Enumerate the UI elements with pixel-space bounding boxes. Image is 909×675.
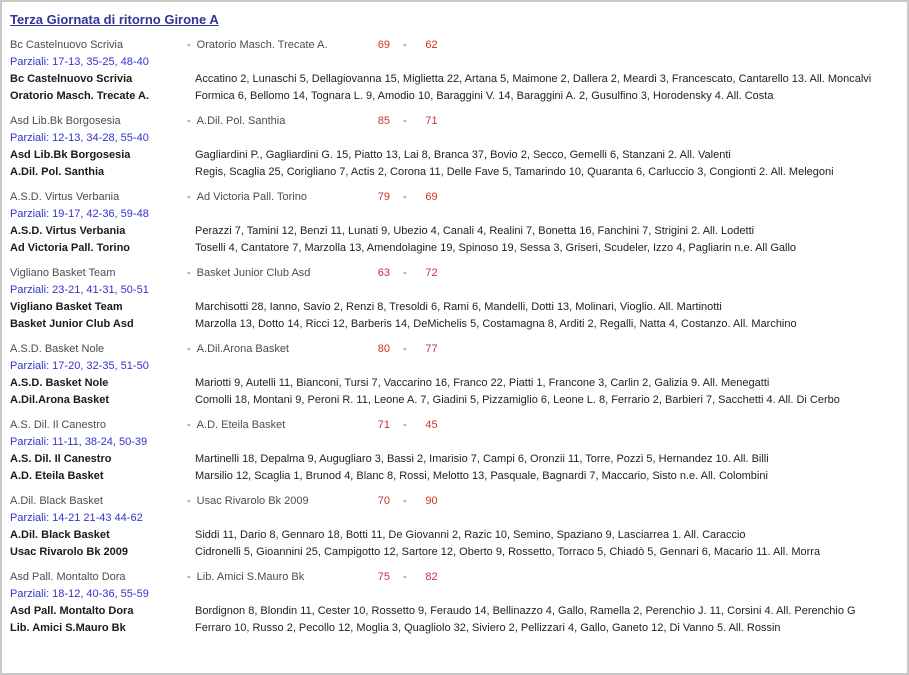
home-players-list: Gagliardini P., Gagliardini G. 15, Piatto 13, Lai 8, Branca 37, Bovio 2, Secco, Gemelli 6, Stanzani 2. All. Valenti — [195, 149, 731, 161]
home-scorers-row — [10, 223, 907, 240]
away-players-list: Formica 6, Bellomo 14, Tognara L. 9, Amodio 10, Baraggini V. 14, Baraggini A. 2, Gusulfino 3, Horodensky 4. All. Costa — [195, 90, 774, 102]
game-header-row — [10, 341, 907, 358]
home-score: 79 — [377, 191, 390, 203]
away-team-name-bold: Oratorio Masch. Trecate A. — [10, 90, 149, 102]
final-score — [372, 37, 438, 54]
final-score — [372, 341, 438, 358]
home-team-name: A.S.D. Virtus Verbania — [10, 191, 120, 203]
team-separator: - — [187, 115, 191, 127]
home-team-name: Asd Lib.Bk Borgosesia — [10, 115, 121, 127]
game-result — [10, 569, 907, 637]
final-score — [372, 113, 438, 130]
away-team-wrap — [187, 493, 372, 510]
score-separator: - — [403, 191, 407, 203]
home-team-name-bold: A.S.D. Basket Nole — [10, 377, 109, 389]
away-scorers-row — [10, 88, 907, 105]
game-result — [10, 493, 907, 561]
partial-scores: Parziali: 17-13, 35-25, 48-40 — [10, 56, 149, 68]
team-separator: - — [187, 191, 191, 203]
away-team-wrap — [187, 341, 372, 358]
away-team-name: Basket Junior Club Asd — [196, 267, 311, 279]
home-team-name: A.Dil. Black Basket — [10, 495, 103, 507]
home-players-list: Marchisotti 28, Ianno, Savio 2, Renzi 8, Tresoldi 6, Rami 6, Mandelli, Dotti 13, Molinari, Vioglio. All. Martinotti — [195, 301, 722, 313]
score-separator: - — [403, 343, 407, 355]
home-score: 75 — [377, 571, 390, 583]
away-scorers-row — [10, 164, 907, 181]
home-scorers-row — [10, 299, 907, 316]
away-scorers-row — [10, 468, 907, 485]
home-scorers-row — [10, 603, 907, 620]
home-scorers-row — [10, 147, 907, 164]
away-scorers-row — [10, 620, 907, 637]
away-scorers-row — [10, 240, 907, 257]
partial-scores: Parziali: 19-17, 42-36, 59-48 — [10, 208, 149, 220]
home-players-list: Bordignon 8, Blondin 11, Cester 10, Rossetto 9, Feraudo 14, Bellinazzo 4, Gallo, Ramella 2, Perenchio J. 11, Corsini 4. All. Perenchio G — [195, 605, 856, 617]
away-score: 82 — [425, 571, 438, 583]
away-scorers-row — [10, 544, 907, 561]
final-score — [372, 417, 438, 434]
score-separator: - — [403, 39, 407, 51]
home-team-name-bold: A.S. Dil. Il Canestro — [10, 453, 112, 465]
partial-scores: Parziali: 18-12, 40-36, 55-59 — [10, 588, 149, 600]
away-team-name-bold: A.D. Eteila Basket — [10, 470, 104, 482]
game-result — [10, 37, 907, 105]
away-team-wrap — [187, 417, 372, 434]
away-team-name-bold: Usac Rivarolo Bk 2009 — [10, 546, 129, 558]
home-players-list: Accatino 2, Lunaschi 5, Dellagiovanna 15, Miglietta 22, Artana 5, Maimone 2, Dallera 2, Meardi 3, Francescato, Cantarello 13. All. Moncalvi — [195, 73, 872, 85]
game-header-row — [10, 37, 907, 54]
away-team-wrap — [187, 189, 372, 206]
away-scorers-row — [10, 316, 907, 333]
home-scorers-row — [10, 375, 907, 392]
away-team-wrap — [187, 569, 372, 586]
away-team-name-bold: Ad Victoria Pall. Torino — [10, 242, 131, 254]
home-players-list: Mariotti 9, Autelli 11, Bianconi, Tursi 7, Vaccarino 16, Franco 22, Piatti 1, Francone 3, Carlin 2, Galizia 9. All. Menegatti — [195, 377, 770, 389]
away-team-name: Lib. Amici S.Mauro Bk — [196, 571, 305, 583]
partial-scores: Parziali: 23-21, 41-31, 50-51 — [10, 284, 149, 296]
home-players-list: Siddi 11, Dario 8, Gennaro 18, Botti 11, De Giovanni 2, Razic 10, Semino, Spaziano 9, Lasciarrea 1. All. Caraccio — [195, 529, 746, 541]
home-team-name: Vigliano Basket Team — [10, 267, 116, 279]
home-team-name-bold: Asd Pall. Montalto Dora — [10, 605, 134, 617]
game-header-row — [10, 493, 907, 510]
home-team-name: Bc Castelnuovo Scrivia — [10, 39, 124, 51]
away-team-name-bold: Basket Junior Club Asd — [10, 318, 134, 330]
home-team-name: A.S.D. Basket Nole — [10, 343, 105, 355]
away-players-list: Ferraro 10, Russo 2, Pecollo 12, Moglia 3, Quagliolo 32, Siviero 2, Pellizzari 4, Gallo, Ganeto 12, Di Vanno 5. All. Rossin — [195, 622, 781, 634]
game-result — [10, 265, 907, 333]
final-score — [372, 569, 438, 586]
game-result — [10, 417, 907, 485]
home-score: 80 — [377, 343, 390, 355]
home-team-name-bold: Asd Lib.Bk Borgosesia — [10, 149, 131, 161]
game-result — [10, 113, 907, 181]
partial-scores: Parziali: 17-20, 32-35, 51-50 — [10, 360, 149, 372]
game-header-row — [10, 189, 907, 206]
game-header-row — [10, 113, 907, 130]
away-score: 77 — [425, 343, 438, 355]
final-score — [372, 189, 438, 206]
away-team-name: A.D. Eteila Basket — [196, 419, 286, 431]
home-team-name: Asd Pall. Montalto Dora — [10, 571, 126, 583]
team-separator: - — [187, 419, 191, 431]
away-score: 72 — [425, 267, 438, 279]
home-team-name-bold: A.S.D. Virtus Verbania — [10, 225, 126, 237]
partial-scores: Parziali: 12-13, 34-28, 55-40 — [10, 132, 149, 144]
away-team-name-bold: Lib. Amici S.Mauro Bk — [10, 622, 126, 634]
score-separator: - — [403, 267, 407, 279]
away-players-list: Comolli 18, Montani 9, Peroni R. 11, Leone A. 7, Giadini 5, Pizzamiglio 6, Leone L. 8, Ferrario 2, Barbieri 7, Sacchetti 4. All. Di Cerbo — [195, 394, 840, 406]
team-separator: - — [187, 39, 191, 51]
home-score: 70 — [377, 495, 390, 507]
home-scorers-row — [10, 527, 907, 544]
away-score: 90 — [425, 495, 438, 507]
away-team-wrap — [187, 37, 372, 54]
home-team-name-bold: A.Dil. Black Basket — [10, 529, 110, 541]
away-team-name: Usac Rivarolo Bk 2009 — [196, 495, 309, 507]
game-header-row — [10, 569, 907, 586]
partial-scores: Parziali: 14-21 21-43 44-62 — [10, 512, 143, 524]
round-title-link[interactable]: Terza Giornata di ritorno Girone A — [10, 12, 219, 27]
away-team-wrap — [187, 113, 372, 130]
partial-scores: Parziali: 11-11, 38-24, 50-39 — [10, 436, 148, 448]
game-result — [10, 189, 907, 257]
game-header-row — [10, 265, 907, 282]
home-score: 85 — [377, 115, 390, 127]
away-score: 62 — [425, 39, 438, 51]
score-separator: - — [403, 115, 407, 127]
home-players-list: Perazzi 7, Tamini 12, Benzi 11, Lunati 9, Ubezio 4, Canali 4, Realini 7, Bonetta 16, Fanchini 7, Strigini 2. All. Lodetti — [195, 225, 755, 237]
home-team-name-bold: Bc Castelnuovo Scrivia — [10, 73, 133, 85]
score-separator: - — [403, 495, 407, 507]
team-separator: - — [187, 343, 191, 355]
away-players-list: Marzolla 13, Dotto 14, Ricci 12, Barberis 14, DeMichelis 5, Costamagna 8, Arditi 2, Regalli, Natta 4, Costanzo. All. Marchino — [195, 318, 797, 330]
home-team-name-bold: Vigliano Basket Team — [10, 301, 123, 313]
home-score: 63 — [377, 267, 390, 279]
game-header-row — [10, 417, 907, 434]
away-players-list: Cidronelli 5, Gioannini 25, Campigotto 12, Sartore 12, Oberto 9, Rossetto, Torraco 5, Chiadò 5, Gennari 6, Macario 11. All. Morra — [195, 546, 821, 558]
away-players-list: Toselli 4, Cantatore 7, Marzolla 13, Amendolagine 19, Spinoso 19, Sessa 3, Griseri, Scudeler, Izzo 4, Pagliarin n.e. All Gallo — [195, 242, 797, 254]
away-team-name-bold: A.Dil.Arona Basket — [10, 394, 110, 406]
away-team-name: Ad Victoria Pall. Torino — [196, 191, 307, 203]
away-score: 69 — [425, 191, 438, 203]
away-team-name: A.Dil. Pol. Santhia — [196, 115, 286, 127]
away-team-wrap — [187, 265, 372, 282]
away-players-list: Regis, Scaglia 25, Corigliano 7, Actis 2, Corona 11, Delle Fave 5, Tamarindo 10, Quaranta 6, Carluccio 3, Congionti 2. All. Melegoni — [195, 166, 834, 178]
away-team-name: A.Dil.Arona Basket — [196, 343, 289, 355]
away-scorers-row — [10, 392, 907, 409]
away-team-name: Oratorio Masch. Trecate A. — [196, 39, 328, 51]
score-separator: - — [403, 419, 407, 431]
home-scorers-row — [10, 451, 907, 468]
game-result — [10, 341, 907, 409]
away-score: 45 — [425, 419, 438, 431]
home-scorers-row — [10, 71, 907, 88]
team-separator: - — [187, 495, 191, 507]
away-score: 71 — [425, 115, 438, 127]
final-score — [372, 265, 438, 282]
final-score — [372, 493, 438, 510]
games-list — [10, 37, 907, 637]
score-separator: - — [403, 571, 407, 583]
home-score: 69 — [377, 39, 390, 51]
home-score: 71 — [377, 419, 390, 431]
team-separator: - — [187, 267, 191, 279]
home-players-list: Martinelli 18, Depalma 9, Augugliaro 3, Bassi 2, Imarisio 7, Campi 6, Oronzii 11, Torre, Pozzi 5, Hernandez 10. All. Billi — [195, 453, 769, 465]
home-team-name: A.S. Dil. Il Canestro — [10, 419, 106, 431]
away-team-name-bold: A.Dil. Pol. Santhia — [10, 166, 105, 178]
team-separator: - — [187, 571, 191, 583]
away-players-list: Marsilio 12, Scaglia 1, Brunod 4, Blanc 8, Rossi, Melotto 13, Pasquale, Bagnardi 7, Maccario, Sisto n.e. All. Colombini — [195, 470, 768, 482]
